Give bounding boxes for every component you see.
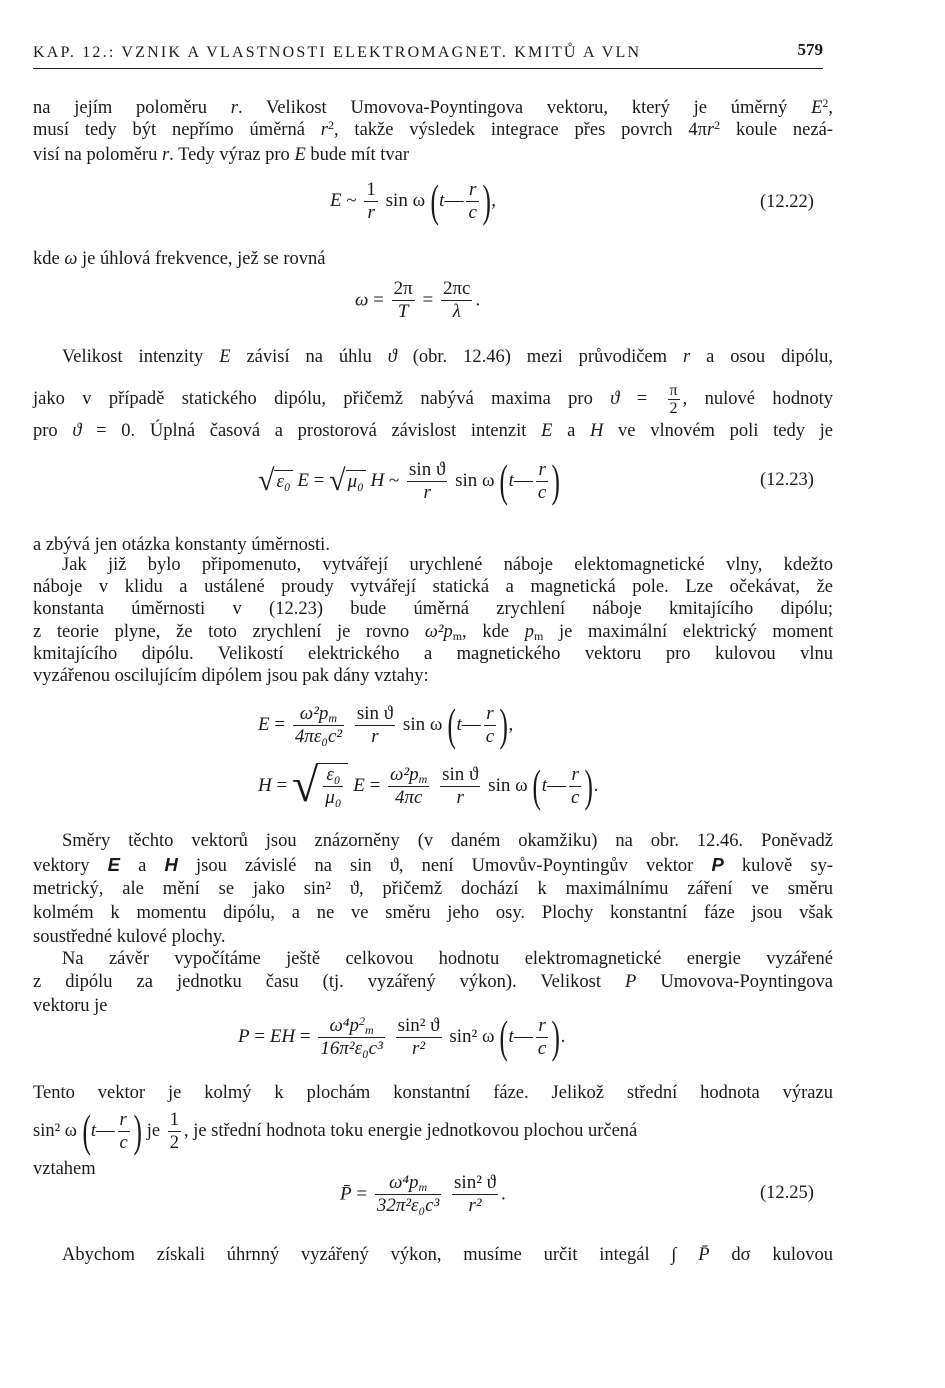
math-symbol: t <box>541 775 547 796</box>
equation-number: (12.23) <box>760 470 814 490</box>
denominator: c <box>537 1037 547 1059</box>
sqrt: √ $\frac{\text{ε₀}}{\text{μ₀}}$ <box>292 762 349 810</box>
paragraph-line: musí tedy být nepřímo úměrná $r^2$, takže výsledek integrace přes povrch $4\pi r^2$ koule nezá- <box>33 118 833 140</box>
denominator: T <box>397 301 409 322</box>
math-symbol: — <box>461 714 481 735</box>
right-paren: ) <box>133 1105 142 1156</box>
text: pro <box>33 421 73 441</box>
vector-symbol: P <box>711 854 724 875</box>
equation-12-22 <box>330 175 496 226</box>
text: dσ kulovou <box>709 1245 833 1265</box>
fraction <box>168 1109 181 1154</box>
left-paren: ( <box>430 175 439 226</box>
paragraph-line: Velikost intenzity E závisí na úhlu ϑ (obr. 12.46) mezi průvodičem r a osou dipólu, <box>62 347 833 367</box>
paragraph-line: Směry těchto vektorů jsou znázorněny (v daném okamžiku) na obr. 12.46. Poněvadž <box>62 831 833 851</box>
math-symbol: ~ <box>389 470 400 491</box>
left-paren: ( <box>82 1105 91 1156</box>
fraction <box>355 703 395 748</box>
text: ve vlnovém poli tedy je <box>603 421 833 441</box>
text: = 0. Úplná časová a prostorová závislost intenzit <box>81 421 542 441</box>
chapter-title: KAP. 12.: VZNIK A VLASTNOSTI ELEKTROMAGNET. KMITŮ A VLN <box>33 44 642 61</box>
sqrt: √ μ₀ <box>329 464 364 497</box>
text: z teorie plyne, že toto zrychlení je rovno <box>33 622 425 642</box>
denominator: r² <box>468 1195 482 1216</box>
equation-12-25 <box>340 1172 506 1217</box>
text: koule nezá- <box>720 120 833 140</box>
text: . Velikost Umovova-Poyntingova vektoru, který je úměrný <box>237 98 812 118</box>
radicand: ε₀ <box>276 470 291 492</box>
text: Abychom získali úhrnný vyzářený výkon, musíme určit integál <box>62 1245 672 1265</box>
math-symbol: , <box>508 714 514 735</box>
fraction <box>440 764 480 809</box>
subscript: m <box>418 1180 428 1194</box>
paragraph-line: kolmém k momentu dipólu, a ne ve směru jeho osy. Plochy konstantní fáze jsou však <box>33 903 833 923</box>
paragraph-line: visí na poloměru r. Tedy výraz pro E bude mít tvar <box>33 145 410 165</box>
math-symbol: = <box>299 1026 311 1047</box>
paragraph-line <box>33 1105 833 1156</box>
denominator: μ₀ <box>325 787 342 808</box>
paragraph-line: vektoru je <box>33 996 108 1016</box>
math-symbol: H <box>370 470 385 491</box>
equation-number: (12.22) <box>760 192 814 212</box>
numerator <box>293 703 344 726</box>
left-paren: ( <box>447 699 456 750</box>
equation-number: (12.25) <box>760 1183 814 1203</box>
math-symbol: ∫ <box>671 1245 699 1265</box>
denominator: c <box>485 725 495 747</box>
numerator: sin ϑ <box>356 702 394 724</box>
denominator: 2 <box>669 400 678 417</box>
text: a <box>120 856 165 876</box>
denominator: r² <box>412 1037 426 1059</box>
denominator: c <box>537 481 547 503</box>
math-symbol: ω⁴p <box>388 1172 419 1193</box>
text: a <box>552 421 590 441</box>
math-symbol: P̄ <box>698 1245 710 1265</box>
page-number: 579 <box>797 40 823 59</box>
text: Umovova-Poyntingova <box>636 972 833 992</box>
paragraph-line: kmitajícího dipólu. Velikostí elektrického a magnetického vektoru pro kulovou vlnu <box>33 644 833 664</box>
subscript: m <box>365 1022 374 1037</box>
paragraph-line: soustředné kulové plochy. <box>33 927 226 947</box>
numerator: sin² ϑ <box>454 1172 497 1193</box>
text: visí na poloměru <box>33 145 162 165</box>
paragraph-line: vyzářenou oscilujícím dipólem jsou pak dány vztahy: <box>33 666 429 686</box>
fraction <box>118 1109 130 1154</box>
math-symbol: . <box>593 775 599 796</box>
numerator: r <box>536 459 548 482</box>
denominator: 2 <box>169 1132 179 1153</box>
math-symbol: = <box>369 775 381 796</box>
numerator: r <box>484 703 496 726</box>
denominator: 32π²ε₀c³ <box>376 1195 440 1216</box>
fraction <box>407 459 447 504</box>
denominator: 16π²ε₀c³ <box>320 1037 383 1059</box>
math-symbol: P <box>625 972 637 992</box>
math-symbol: — <box>546 775 566 796</box>
math-symbol: EH <box>269 1026 296 1047</box>
numerator <box>318 1015 384 1038</box>
fraction <box>569 764 581 809</box>
fraction <box>388 764 429 809</box>
text: , je střední hodnota toku energie jednotkovou plochou určená <box>183 1121 638 1141</box>
fraction <box>318 1015 384 1060</box>
numerator: sin ϑ <box>409 458 446 480</box>
text: kulově sy- <box>723 856 834 876</box>
math-symbol: t <box>439 190 445 211</box>
math-symbol: — <box>513 470 533 491</box>
math-symbol: sin ω <box>455 470 495 491</box>
math-symbol: ω <box>355 289 369 311</box>
math-symbol: = <box>254 1026 266 1047</box>
text: = <box>619 388 665 409</box>
paragraph-line: vztahem <box>33 1159 96 1179</box>
text: vektory <box>33 856 108 876</box>
math-symbol: sin ω <box>488 775 528 796</box>
text: jako v případě statického dipólu, přičemž nabývá maxima pro <box>33 388 611 409</box>
text: na jejím poloměru <box>33 98 231 118</box>
paragraph-line <box>33 248 833 270</box>
fraction <box>484 703 496 748</box>
fraction <box>536 459 548 504</box>
denominator: c <box>119 1132 128 1153</box>
running-header <box>33 38 823 69</box>
subscript: m <box>418 771 428 786</box>
math-symbol: . <box>501 1183 506 1205</box>
equation-P <box>238 1011 566 1062</box>
subscript: m <box>533 629 544 643</box>
numerator <box>375 1172 441 1195</box>
math-symbol: ω²p <box>424 622 453 642</box>
numerator: 1 <box>366 178 376 200</box>
paragraph-line: jako v případě statického dipólu, přičemž nabývá maxima pro ϑ = $\frac{\pi}{2}$ , nulové hodnoty <box>33 382 833 417</box>
numerator: 2π <box>393 278 413 299</box>
right-paren: ) <box>551 1011 561 1062</box>
fraction <box>396 1015 442 1060</box>
denominator: r <box>423 481 431 503</box>
paragraph-line: metrický, ale mění se jako sin² ϑ, přičemž dochází k maximálnímu záření ve směru <box>33 879 833 899</box>
text: , kde <box>462 622 525 642</box>
fraction <box>466 179 478 224</box>
text: musí tedy být nepřímo úměrná <box>33 120 321 140</box>
fraction <box>392 278 415 323</box>
math-symbol: E <box>330 190 342 211</box>
fraction <box>536 1015 548 1060</box>
math-symbol: — <box>444 190 464 211</box>
text: je úhlová frekvence, jež se rovná <box>77 249 326 269</box>
math-symbol: — <box>513 1026 533 1047</box>
text: bude mít tvar <box>305 145 410 165</box>
text: je <box>146 1121 161 1141</box>
math-symbol: t <box>508 470 514 491</box>
math-symbol: = <box>313 470 325 491</box>
paragraph-line: konstanta úměrnosti v (12.23) bude úměrná zrychlení náboje kmitajícího dipólu; <box>33 599 833 619</box>
math-symbol: sin ω <box>385 190 426 211</box>
numerator: r <box>118 1109 130 1132</box>
denominator: c <box>570 786 580 808</box>
right-paren: ) <box>584 760 594 811</box>
numerator: π <box>669 382 678 399</box>
subscript: m <box>452 629 463 643</box>
paragraph-line: Jak již bylo připomenuto, vytvářejí urychlené náboje elektomagnetické vlny, kdežto <box>62 555 833 575</box>
text: kde <box>33 249 65 269</box>
paragraph-line: a zbývá jen otázka konstanty úměrnosti. <box>33 535 330 555</box>
left-paren: ( <box>499 1011 509 1062</box>
math-symbol: ω⁴p <box>329 1014 360 1036</box>
math-symbol: = <box>373 289 384 311</box>
math-symbol: H <box>258 775 272 796</box>
math-symbol: E <box>258 714 270 735</box>
numerator: sin² ϑ <box>397 1014 440 1036</box>
denominator: c <box>468 201 477 223</box>
math-symbol: E <box>297 470 309 491</box>
text: (obr. 12.46) mezi průvodičem <box>396 347 683 367</box>
numerator: r <box>466 179 478 202</box>
radicand: μ₀ <box>347 470 364 492</box>
paragraph-line: na jejím poloměru r. Velikost Umovova-Poyntingova vektoru, který je úměrný $E^2$, <box>33 96 833 118</box>
math-symbol: ω²p <box>299 702 329 724</box>
sqrt: √ ε₀ <box>258 464 291 497</box>
math-symbol: ω <box>64 249 78 269</box>
denominator: 4πc <box>394 786 423 808</box>
paragraph-line: pro ϑ = 0. Úplná časová a prostorová závislost intenzit E a H ve vlnovém poli tedy je <box>33 421 833 441</box>
denominator: r <box>367 201 375 223</box>
paragraph-line: Tento vektor je kolmý k plochám konstantní fáze. Jelikož střední hodnota výrazu <box>33 1083 833 1103</box>
math-symbol: E <box>353 775 365 796</box>
paragraph-line <box>62 1244 833 1266</box>
fraction <box>323 764 343 809</box>
text: závisí na úhlu <box>230 347 388 367</box>
text: z dipólu za jednotku času (tj. vyzářený výkon). Velikost <box>33 972 625 992</box>
math-symbol: t <box>508 1026 514 1047</box>
fraction <box>375 1172 441 1217</box>
text: , nulové hodnoty <box>682 388 833 409</box>
math-symbol: ~ <box>346 190 357 211</box>
equation-12-23 <box>258 455 561 506</box>
math-symbol: — <box>96 1121 115 1141</box>
left-paren: ( <box>499 455 509 506</box>
text: , takže výsledek integrace přes povrch 4π <box>333 120 707 140</box>
paragraph-line <box>33 971 833 993</box>
math-symbol: . <box>560 1026 566 1047</box>
math-symbol: sin ω <box>402 714 443 735</box>
text: jsou závislé na sin ϑ, není Umovův-Poyntingův vektor <box>177 856 712 876</box>
math-symbol: p <box>524 622 534 642</box>
math-symbol: P <box>238 1026 250 1047</box>
math-symbol: , <box>491 190 496 211</box>
text: . Tedy výraz pro <box>169 145 295 165</box>
math-symbol: ω²p <box>390 763 419 785</box>
math-symbol: = <box>276 775 288 796</box>
right-paren: ) <box>551 455 561 506</box>
denominator: 4πε₀c² <box>294 725 343 747</box>
text: je maximální elektrický moment <box>543 622 833 642</box>
paragraph-line <box>33 854 833 877</box>
math-symbol: = <box>274 714 286 735</box>
denominator: λ <box>452 301 461 322</box>
right-paren: ) <box>499 699 509 750</box>
numerator: 2πc <box>442 278 471 299</box>
numerator <box>388 764 429 787</box>
fraction <box>668 382 680 417</box>
vector-symbol: E <box>107 854 120 875</box>
numerator: r <box>536 1015 548 1038</box>
numerator: sin ϑ <box>442 763 479 785</box>
numerator: r <box>569 764 581 787</box>
text: Velikost intenzity <box>62 347 220 367</box>
equation-E <box>258 699 514 750</box>
math-symbol: = <box>422 289 434 311</box>
paragraph-line: Na závěr vypočítáme ještě celkovou hodnotu elektromagnetické energie vyzářené <box>62 949 833 969</box>
math-symbol: = <box>356 1183 368 1205</box>
paragraph-line <box>33 621 833 643</box>
fraction <box>441 278 473 323</box>
numerator: ε₀ <box>323 764 343 787</box>
math-symbol: P̄ <box>340 1183 352 1205</box>
equation-omega <box>355 278 480 323</box>
math-symbol: t <box>90 1121 97 1141</box>
paragraph-line: náboje v klidu a ustálené proudy vytvářejí statická a magnetická pole. Lze očekávat, že <box>33 577 833 597</box>
right-paren: ) <box>482 175 491 226</box>
math-symbol: t <box>456 714 462 735</box>
superscript: 2 <box>359 1013 366 1028</box>
numerator: 1 <box>169 1109 179 1130</box>
vector-symbol: H <box>164 854 178 875</box>
text: sin² ω <box>33 1121 77 1141</box>
math-symbol: . <box>475 289 481 311</box>
denominator: r <box>371 725 379 747</box>
fraction <box>452 1172 498 1217</box>
text: a osou dipólu, <box>690 347 833 367</box>
subscript: m <box>328 710 338 725</box>
fraction <box>364 179 378 224</box>
math-symbol: sin² ω <box>449 1026 495 1047</box>
equation-H <box>258 759 599 812</box>
fraction <box>293 703 344 748</box>
denominator: r <box>456 786 464 808</box>
left-paren: ( <box>532 760 542 811</box>
